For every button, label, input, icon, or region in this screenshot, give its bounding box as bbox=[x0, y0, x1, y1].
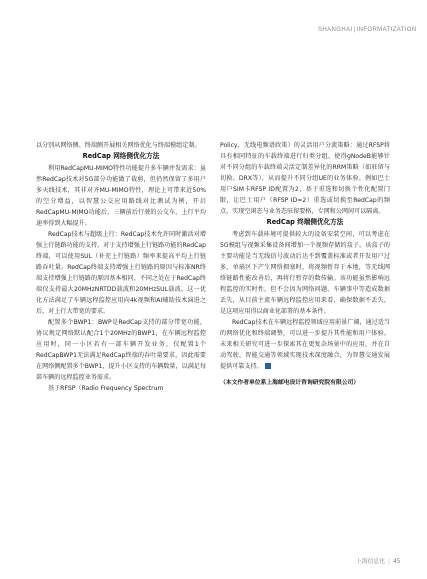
paragraph: 以分别从网络侧、终端侧开展相关网络优化与终端模组定制。 bbox=[36, 142, 201, 149]
section-heading-terminal: RedCap 终端侧优化方法 bbox=[266, 218, 344, 226]
paragraph: RedCap技术与超级上行：RedCap技术允许同时激活对增强上行链路功能的支持。对于支持增强上行链路功能的RedCap终端，可以使用SUL（补充上行链路）频率来提高平均上行链路吞吐量。RedCap终端支持增强上行链路的原因与标准NR终端支持增强上行链路的原因基本相同，不同之处在于RedCap终端仅支持最大20MHzNRTDD载波和20MHzSUL载波。这一优化方法满足了车辆远程监控应用向4k视频和AI辅助技术演进之后，对上行大带宽的要求。 bbox=[36, 230, 206, 315]
author-credit: （本文作者单位系上海邮电设计咨询研究院有限公司） bbox=[220, 379, 360, 386]
paragraph: 基于RFSP（Radio Frequency Spectrum bbox=[48, 384, 164, 392]
footer-divider: | bbox=[388, 559, 390, 565]
right-column bbox=[220, 140, 390, 389]
left-column bbox=[36, 140, 206, 394]
running-header bbox=[318, 27, 417, 33]
section-heading-network: RedCap 网络侧优化方法 bbox=[82, 152, 160, 160]
page-footer bbox=[356, 556, 400, 565]
paragraph-text: RedCap技术在车辆远程监控领域应用前景广阔，通过适当的网络优化和终端调整，可以进一步提升其性能和用户体验。未来相关研究可进一步探索其在更复杂场景中的应用，并在自动驾驶、智能交通等领域实现技术深度融合，为智慧交通发展提供可靠支持。 bbox=[220, 318, 390, 370]
paragraph-final bbox=[220, 317, 390, 372]
paragraph: Policy，无线电频谱政策）的灵活用户分流策略：通过RFSP将具有相同特征的车载终端进行归类分组，使得gNodeB能够针对不同分组的车载终端灵活定制差异化的RRM策略（如驻留与切换、DRX等），从而提升不同分组UE的业务体验。例如巴士用户SIM卡RFSP ID配置为2，基于重选和切换个性化配置门限，让巴士用户（RFSP ID=2）重选或切换至RedCap的频点，实现空闲态与业务态驻留要格，专网和公网间可以隔离。 bbox=[220, 142, 390, 215]
end-mark-icon bbox=[265, 363, 271, 369]
page-number: 45 bbox=[392, 559, 401, 565]
paragraph: 考虑到车载环境可提供较大的设备安装空间，可以考虑在5G模组与视频采集设备间增加一个视频存储的盒子。该盒子的主要功能是当无线信号波动后达不到覆盖标准或者开发用户过多，单扇区下产生网络拥塞时，将视频暂存于本地，等无线网络链路性能改善后，再将行暂存的数传输。该功能虽然影响远程监控的实时性，但不会因为网络问题、车辆事中等造成数据丢失，从目前主流车辆远程监控应用来看，确保数据不丢失，是这项应用得以商业化部署的基本条件。 bbox=[220, 230, 390, 315]
footer-journal: 上海信息化 bbox=[356, 559, 385, 565]
paragraph: 利用RedCapMU-MIMO特性功能提升多车辆并发需求：虽然RedCap技术对5G部分功能做了裁剪，但仍然保留了多用户多天线技术，其非对齐MU-MIMO特性，理论上可带来近50%的空分增益，以智慧公交应用路线对比测试为例，开启RedCapMU-MIMO功能后，三辆前后行驶的公交车，上行平均速率得到大幅提升。 bbox=[36, 164, 206, 227]
paragraph: 配置多个BWP1：BWP是RedCap支持的部分带宽功能，协议规定网络默认配合1个20MHz的BWP1，在车辆远程监控应用时，同一小区若有一部车辆开发业务，仅配置1个RedCapBWP1无法满足RedCap终端的吞吐量要求，因此需要在网络侧配置多个BWP1，提升小区支持的车辆数量，以满足每部车辆的远程监控业务需求。 bbox=[36, 318, 206, 381]
header-separator: | bbox=[353, 27, 356, 33]
header-right: INFORMATIZATION bbox=[356, 27, 417, 33]
header-left: SHANGHAI bbox=[318, 27, 353, 33]
